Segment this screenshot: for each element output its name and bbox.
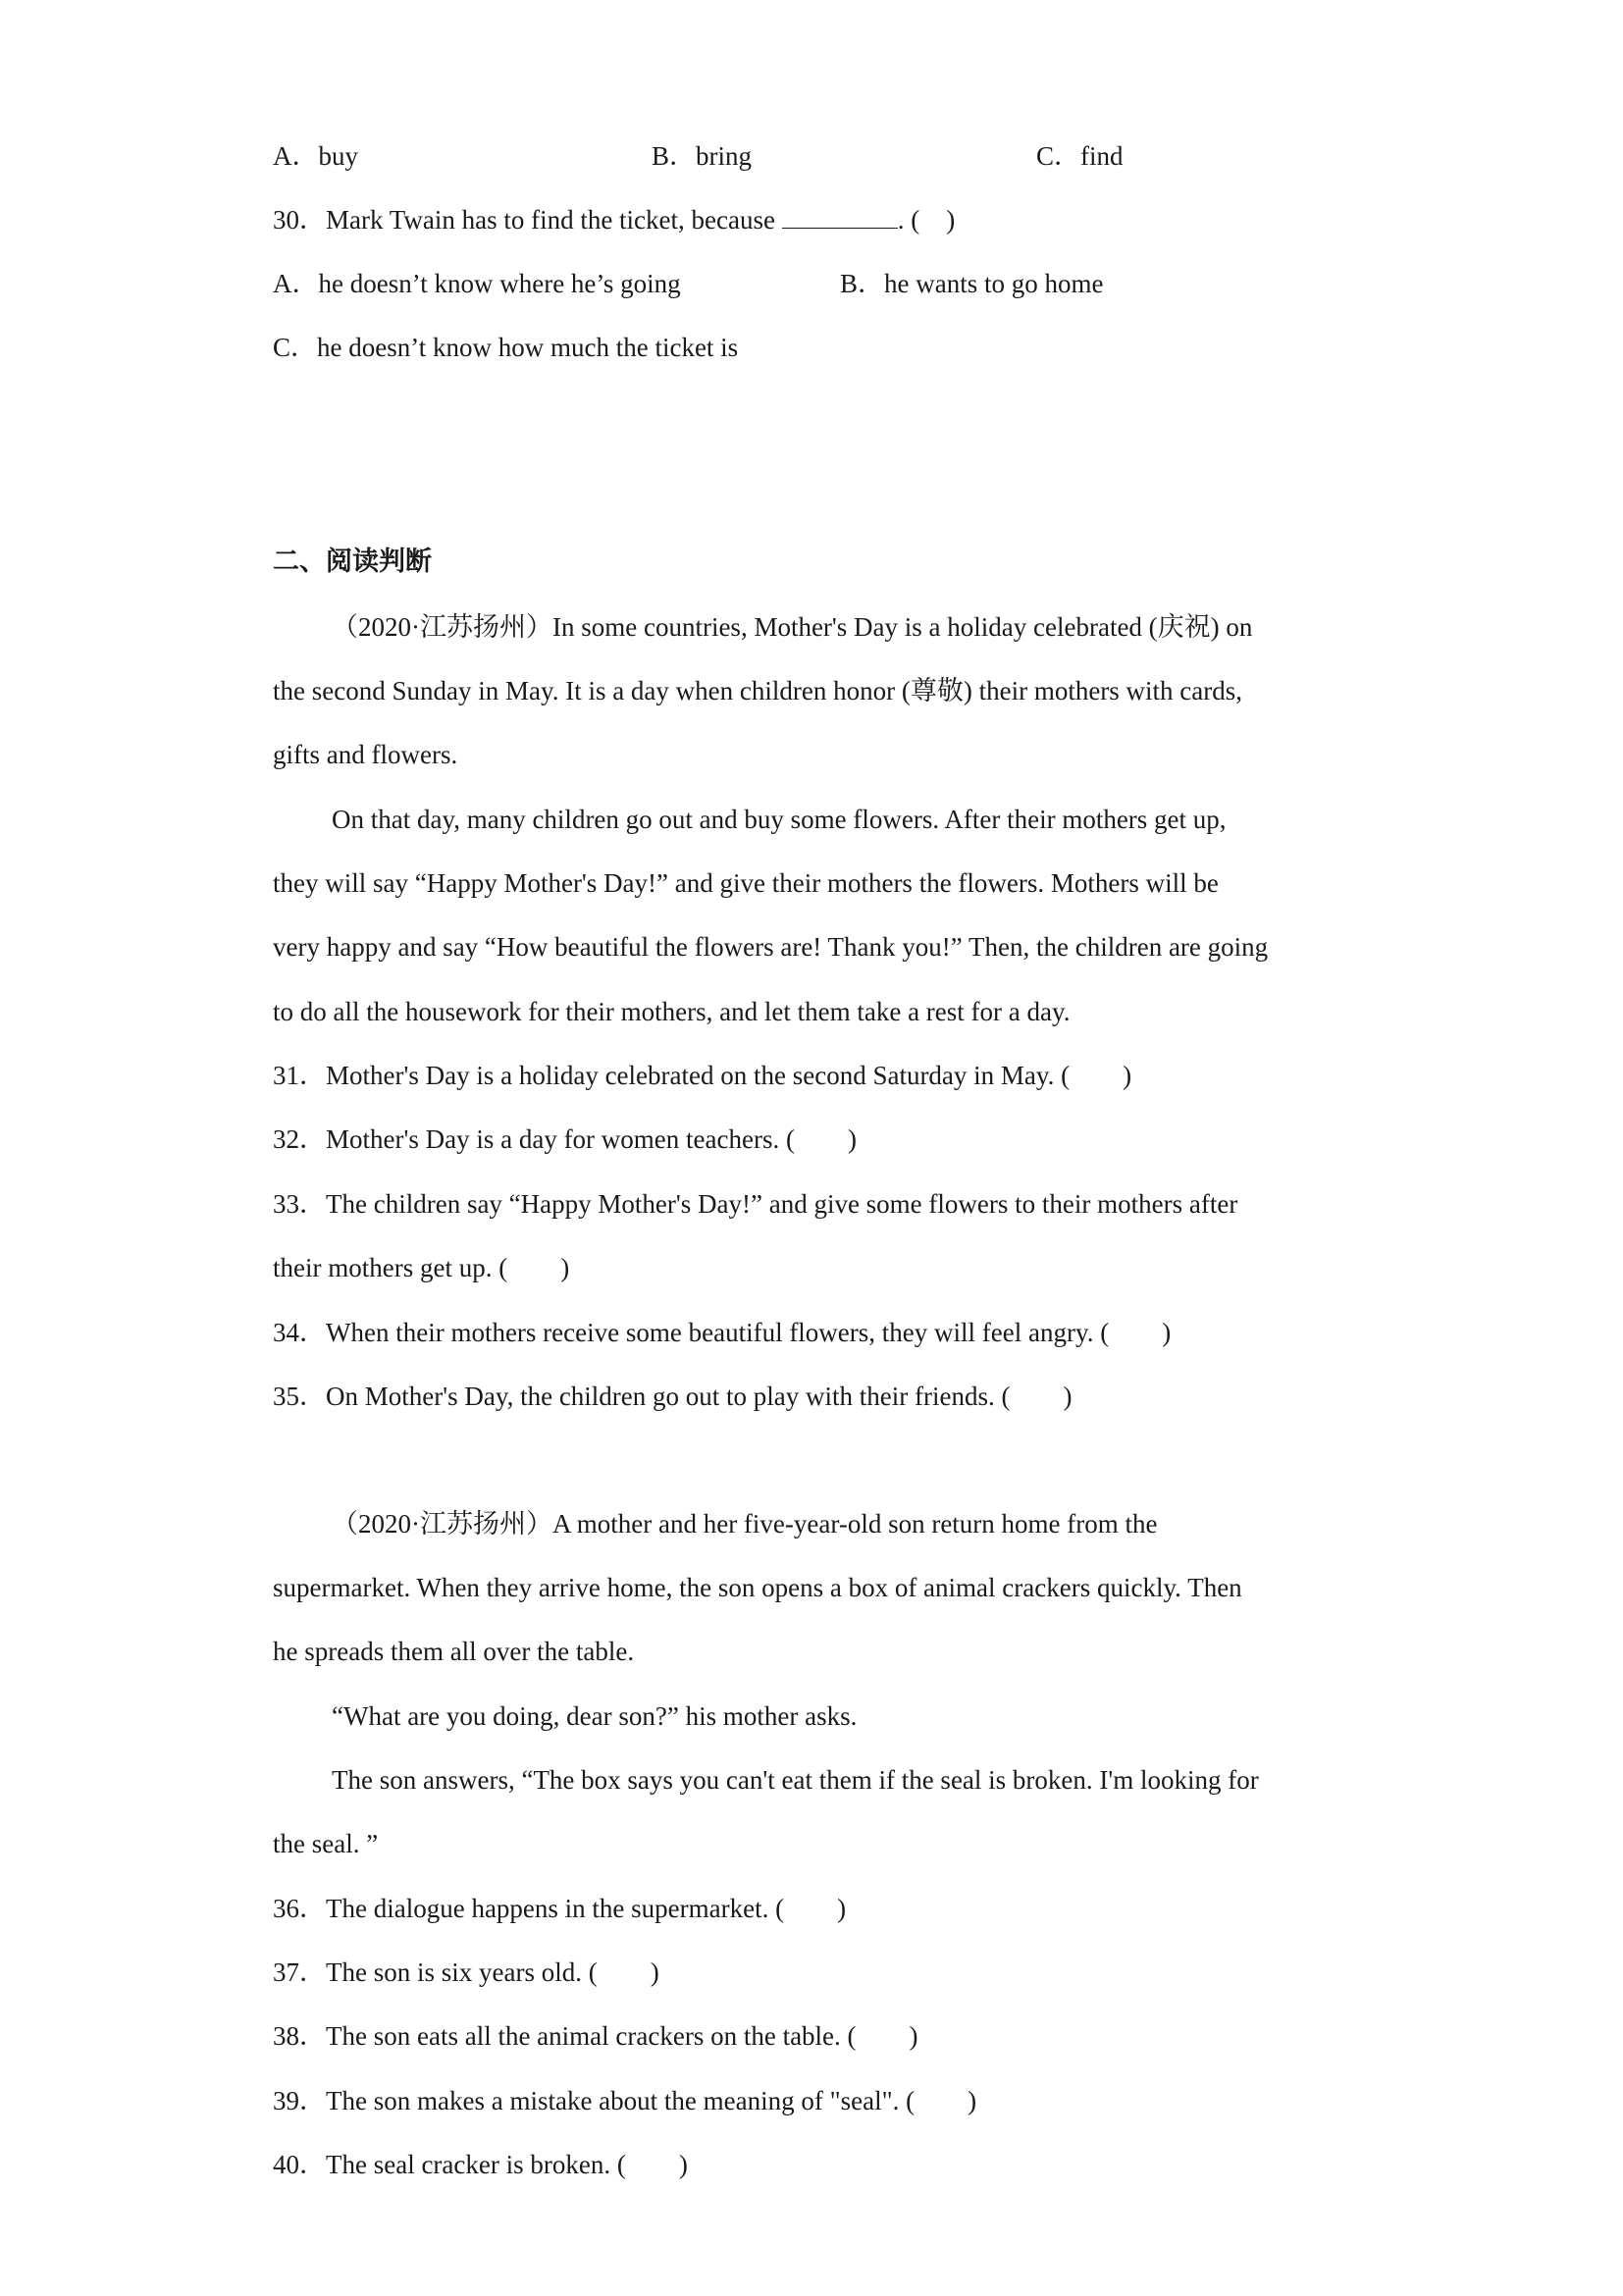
q30-option-c: C．he doesn’t know how much the ticket is [273, 333, 739, 362]
passage1-line: the second Sunday in May. It is a day when children honor (尊敬) their mothers with cards, [273, 676, 1243, 705]
passage1-line: to do all the housework for their mothers, and let them take a rest for a day. [273, 997, 1071, 1026]
passage1-line: gifts and flowers. [273, 740, 458, 769]
q30-stem [273, 203, 955, 236]
question-33: 33．The children say “Happy Mother's Day!” and give some flowers to their mothers after [273, 1189, 1238, 1219]
question-31: 31．Mother's Day is a holiday celebrated on the second Saturday in May. ( ) [273, 1061, 1132, 1090]
passage1-line: On that day, many children go out and buy some flowers. After their mothers get up, [332, 805, 1227, 834]
passage2-line: The son answers, “The box says you can't eat them if the seal is broken. I'm looking for [332, 1765, 1259, 1795]
question-39: 39．The son makes a mistake about the meaning of "seal". ( ) [273, 2086, 977, 2115]
q30-option-a: A．he doesn’t know where he’s going [273, 269, 681, 298]
question-34: 34．When their mothers receive some beautiful flowers, they will feel angry. ( ) [273, 1318, 1172, 1347]
q30-stem-before: 30．Mark Twain has to find the ticket, because [273, 205, 782, 235]
passage2-line: the seal. ” [273, 1829, 379, 1858]
question-32: 32．Mother's Day is a day for women teachers. ( ) [273, 1124, 857, 1154]
question-38: 38．The son eats all the animal crackers on the table. ( ) [273, 2021, 918, 2051]
passage1-line: very happy and say “How beautiful the flowers are! Thank you!” Then, the children are going [273, 932, 1269, 962]
q29-option-b: B．bring [652, 141, 753, 171]
question-35: 35．On Mother's Day, the children go out to play with their friends. ( ) [273, 1382, 1073, 1411]
q29-option-c: C．find [1036, 141, 1124, 171]
passage2-line: he spreads them all over the table. [273, 1637, 635, 1666]
question-37: 37．The son is six years old. ( ) [273, 1957, 659, 1987]
q30-answer-blank [782, 206, 898, 229]
passage1-line: they will say “Happy Mother's Day!” and give their mothers the flowers. Mothers will be [273, 868, 1219, 898]
passage1-line: （2020·江苏扬州）In some countries, Mother's Day is a holiday celebrated (庆祝) on [332, 612, 1253, 642]
q30-option-b: B．he wants to go home [840, 269, 1104, 298]
passage2-line: （2020·江苏扬州）A mother and her five-year-old son return home from the [332, 1509, 1158, 1539]
q29-option-a: A．buy [273, 141, 358, 171]
question-33-cont: their mothers get up. ( ) [273, 1253, 570, 1282]
question-36: 36．The dialogue happens in the supermarket. ( ) [273, 1894, 847, 1923]
passage2-line: supermarket. When they arrive home, the son opens a box of animal crackers quickly. Then [273, 1573, 1242, 1602]
section-title: 二、阅读判断 [273, 547, 432, 577]
q30-stem-after: . ( ) [897, 205, 956, 235]
passage2-line: “What are you doing, dear son?” his mother asks. [332, 1701, 858, 1731]
question-40: 40．The seal cracker is broken. ( ) [273, 2150, 688, 2179]
